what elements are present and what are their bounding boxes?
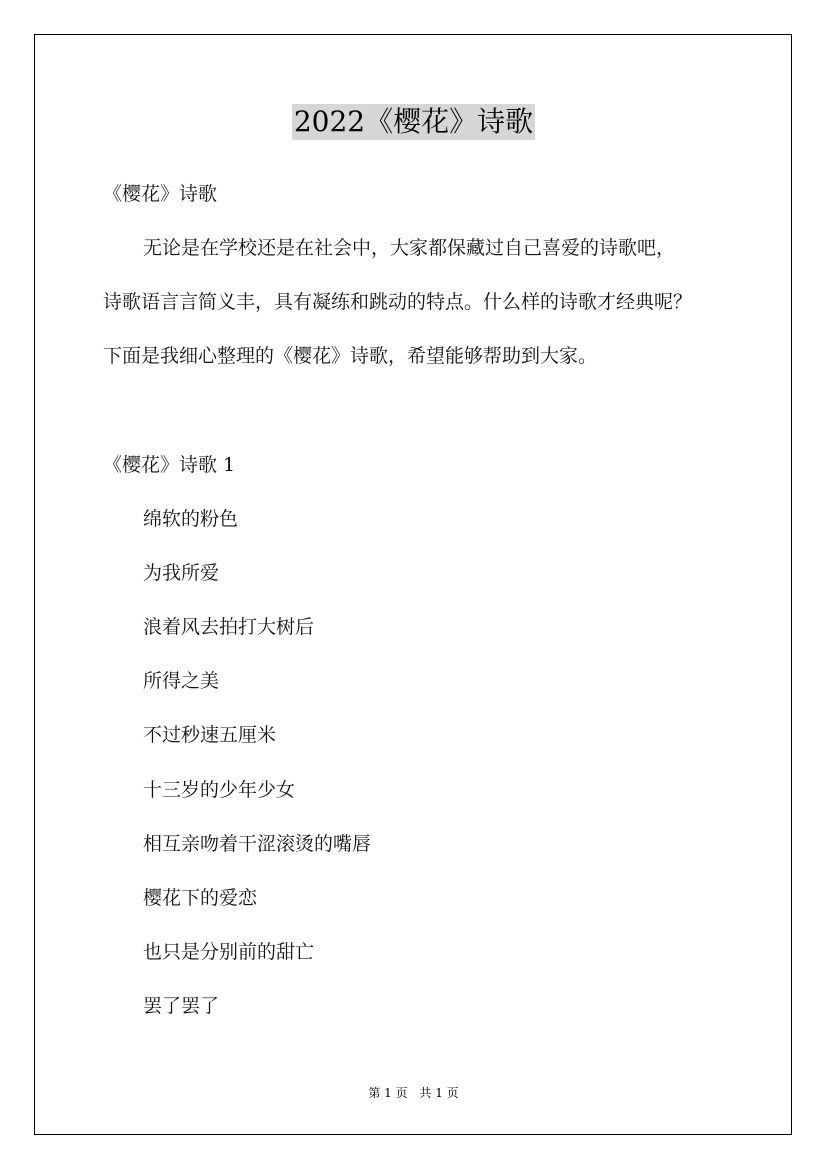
poem-line: 也只是分别前的甜亡 (143, 941, 315, 963)
poem-line: 绵软的粉色 (143, 508, 239, 530)
title-container (0, 104, 827, 140)
page-footer (0, 1085, 827, 1101)
intro-line-1: 无论是在学校还是在社会中，大家都保藏过自己喜爱的诗歌吧， (143, 237, 676, 259)
poem-line: 十三岁的少年少女 (143, 779, 296, 801)
poem-line: 为我所爱 (143, 562, 220, 584)
intro-line-2: 诗歌语言言简义丰，具有凝练和跳动的特点。什么样的诗歌才经典呢？ (103, 291, 693, 313)
poem-line: 罢了罢了 (143, 995, 220, 1017)
intro-line-3: 下面是我细心整理的《樱花》诗歌，希望能够帮助到大家。 (103, 345, 598, 367)
page-total: 共 1 页 (419, 1086, 459, 1100)
poem-line: 所得之美 (143, 670, 220, 692)
document-title: 2022《樱花》诗歌 (293, 105, 534, 138)
poem-line: 樱花下的爱恋 (143, 887, 258, 909)
subtitle: 《樱花》诗歌 (103, 183, 218, 205)
section-heading: 《樱花》诗歌 1 (103, 454, 236, 476)
poem-line: 相互亲吻着干涩滚烫的嘴唇 (143, 833, 372, 855)
page-number: 第 1 页 (368, 1086, 408, 1100)
poem-line: 不过秒速五厘米 (143, 724, 277, 746)
poem-line: 浪着风去拍打大树后 (143, 616, 315, 638)
